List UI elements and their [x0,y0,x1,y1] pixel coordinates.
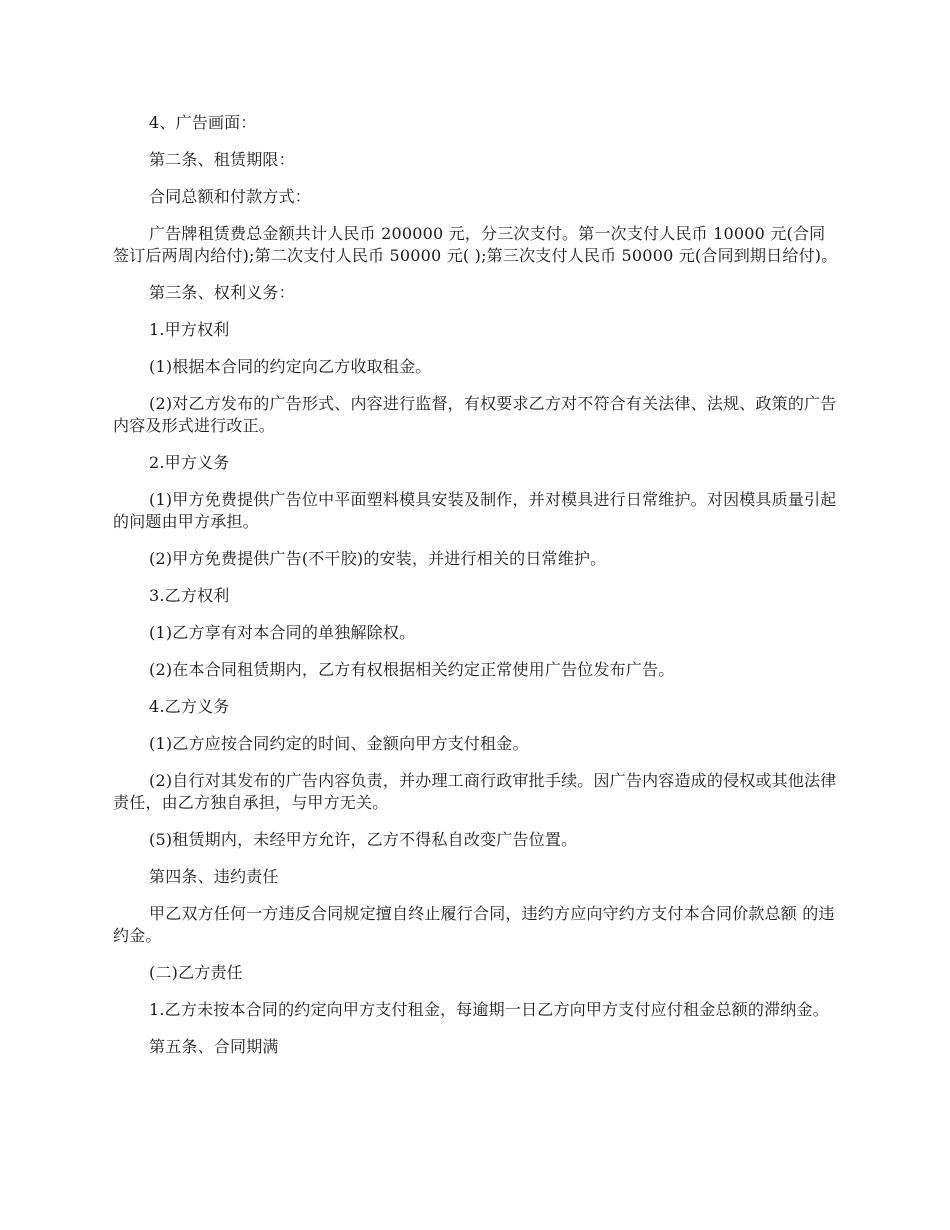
paragraph-party-b-obligation-1: (1)乙方应按合同约定的时间、金额向甲方支付租金。 [149,734,529,753]
paragraph-party-b-right-2: (2)在本合同租赁期内，乙方有权根据相关约定正常使用广告位发布广告。 [149,660,675,679]
heading-article-3-rights-obligations: 第三条、权利义务： [149,283,295,302]
document-body [113,112,838,1073]
heading-party-a-rights: 1.甲方权利 [149,320,230,339]
paragraph-party-b-obligation-2: (2)自行对其发布的广告内容负责，并办理工商行政审批手续。因广告内容造成的侵权或其他法律责任，由乙方独自承担，与甲方无关。 [113,771,837,812]
heading-article-2-lease-term: 第二条、租赁期限： [149,150,295,169]
heading-party-a-obligations: 2.甲方义务 [149,453,230,472]
heading-party-b-liability: (二)乙方责任 [149,963,243,982]
paragraph-party-a-obligation-2: (2)甲方免费提供广告(不干胶)的安装，并进行相关的日常维护。 [149,549,607,568]
heading-party-b-obligations: 4.乙方义务 [149,697,230,716]
paragraph-late-payment: 1.乙方未按本合同的约定向甲方支付租金，每逾期一日乙方向甲方支付应付租金总额的滞纳金。 [149,1000,829,1019]
paragraph-party-b-right-1: (1)乙方享有对本合同的单独解除权。 [149,623,416,642]
paragraph-party-a-right-2: (2)对乙方发布的广告形式、内容进行监督，有权要求乙方对不符合有关法律、法规、政策的广告内容及形式进行改正。 [113,394,837,435]
paragraph-breach-penalty: 甲乙双方任何一方违反合同规定擅自终止履行合同，违约方应向守约方支付本合同价款总额 的违约金。 [113,904,835,945]
paragraph-party-b-obligation-5: (5)租赁期内，未经甲方允许，乙方不得私自改变广告位置。 [149,830,578,849]
heading-article-5-expiry: 第五条、合同期满 [149,1037,279,1056]
heading-party-b-rights: 3.乙方权利 [149,586,230,605]
paragraph-party-a-right-1: (1)根据本合同的约定向乙方收取租金。 [149,357,432,376]
paragraph-party-a-obligation-1: (1)甲方免费提供广告位中平面塑料模具安装及制作，并对模具进行日常维护。对因模具质量引起的问题由甲方承担。 [113,490,837,531]
paragraph-ad-image: 4、广告画面： [149,113,257,132]
paragraph-payment-terms: 广告牌租赁费总金额共计人民币 200000 元，分三次支付。第一次支付人民币 10000 元(合同签订后两周内给付);第二次支付人民币 50000 元( );第三次支付人民币 50000 元(合同到期日给付)。 [113,224,838,265]
heading-total-and-payment: 合同总额和付款方式： [149,187,312,206]
heading-article-4-breach: 第四条、违约责任 [149,867,279,886]
